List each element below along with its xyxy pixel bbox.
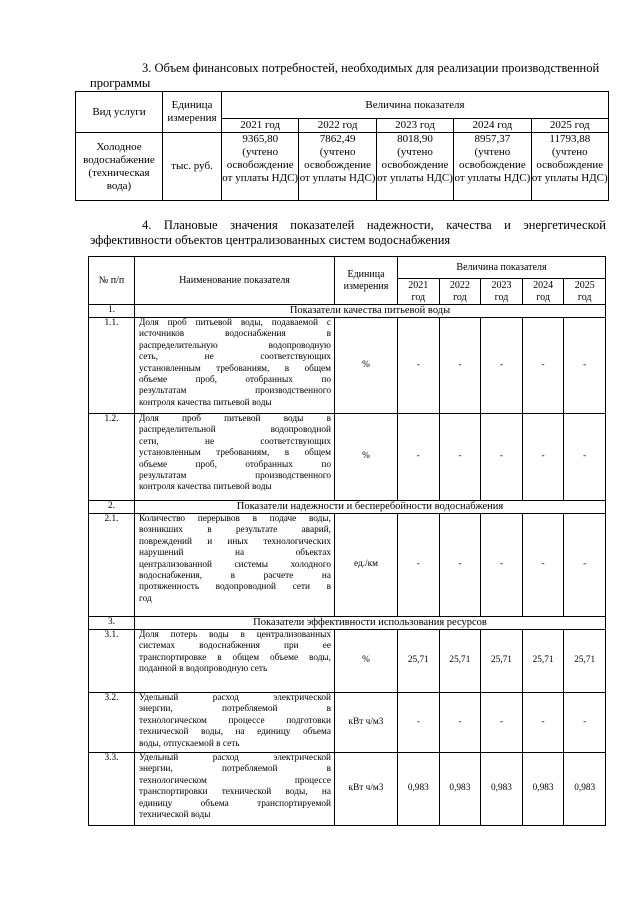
row-value: -	[398, 414, 440, 501]
row-value: -	[564, 514, 606, 617]
row-name	[135, 753, 335, 826]
row-num: 3.1.	[89, 630, 135, 693]
row-value: -	[398, 514, 440, 617]
row-value: -	[481, 318, 523, 414]
row-name-line: Удельный расход электрической	[139, 753, 331, 763]
row-name-line: установленным требованиям, в общем	[139, 448, 331, 459]
row-value: 25,71	[522, 630, 564, 693]
table-row	[89, 414, 606, 501]
row-name-line: повреждений и иных технологических	[139, 536, 331, 547]
row-value: -	[564, 414, 606, 501]
section-4-heading	[90, 218, 606, 248]
year-header-text: 2023 год	[491, 279, 512, 303]
row-name-line: нарушений на объектах	[139, 548, 331, 559]
header-value: Величина показателя	[398, 257, 606, 279]
row-unit: тыс. руб.	[163, 133, 222, 201]
row-name-line: протяженность водопроводной сети в	[139, 582, 331, 593]
row-unit: кВт ч/м3	[335, 753, 398, 826]
row-value: 0,983	[522, 753, 564, 826]
row-name-line: технологическом процессе подготовки	[139, 715, 331, 726]
row-value: -	[481, 514, 523, 617]
row-value: 0,983	[564, 753, 606, 826]
row-service: Холодное водоснабжение (техническая вода)	[76, 133, 163, 201]
value-cell	[454, 133, 531, 201]
row-value: -	[398, 318, 440, 414]
row-name	[135, 414, 335, 501]
row-name-line: распределительную водопроводную	[139, 340, 331, 351]
row-value: 0,983	[439, 753, 481, 826]
header-unit: Единица измерения	[335, 257, 398, 305]
header-value: Величина показателя	[222, 92, 609, 119]
row-name-line: водоснабжения, в расчете на	[139, 571, 331, 582]
row-name-line: возникших в результате аварий,	[139, 525, 331, 536]
row-num: 3.2.	[89, 693, 135, 753]
row-name-line: контроля качества питьевой воды	[139, 482, 272, 493]
section-4-heading-line1: 4. Плановые значения показателей надежности, качества и энергетической	[142, 218, 606, 232]
year-header: 2024 год	[454, 119, 531, 133]
financial-needs-table	[75, 91, 609, 201]
year-header-text: 2022 год	[449, 279, 470, 303]
table-row	[89, 630, 606, 693]
header-unit: Единица измерения	[163, 92, 222, 133]
row-value: -	[564, 318, 606, 414]
row-value: 25,71	[481, 630, 523, 693]
row-name-line: технологическом процессе	[139, 775, 331, 786]
table-row	[89, 318, 606, 414]
row-name-line: Доля проб питьевой воды, подаваемой с	[139, 318, 331, 328]
row-value: -	[439, 514, 481, 617]
indicators-table	[88, 256, 606, 826]
section-3-heading-line1: 3. Объем финансовых потребностей, необходимых для реализации производственной	[142, 61, 600, 75]
row-name-line: воды, отпускаемой в сеть	[139, 738, 240, 749]
value-cell	[299, 133, 376, 201]
row-name-line: энергии, потребляемой в	[139, 704, 331, 715]
section-row	[89, 617, 606, 630]
section-row	[89, 305, 606, 318]
row-name	[135, 630, 335, 693]
row-name-line: системах водоснабжения при ее	[139, 641, 331, 652]
row-value: -	[481, 693, 523, 753]
value-amount: 8018,90	[397, 133, 433, 145]
value-amount: 8957,37	[474, 133, 511, 145]
row-name-line: объеме проб, отобранных по	[139, 459, 331, 470]
row-name-line: источников водоснабжения в	[139, 329, 331, 340]
value-amount: 9365,80	[242, 133, 279, 145]
section-3-heading	[90, 61, 610, 91]
row-num: 3.3.	[89, 753, 135, 826]
section-num: 3.	[89, 617, 135, 630]
year-header-text: 2024 год	[533, 279, 554, 303]
row-name-line: централизованной системы холодного	[139, 559, 331, 570]
section-num: 1.	[89, 305, 135, 318]
row-name-line: Количество перерывов в подаче воды,	[139, 514, 331, 524]
row-name-line: технической воды	[139, 810, 211, 821]
row-name-line: технической воды, на единицу объема	[139, 727, 331, 738]
year-header: 2023 год	[376, 119, 453, 133]
section-title: Показатели качества питьевой воды	[135, 305, 606, 318]
row-name-line: сеть, не соответствующих	[139, 352, 331, 363]
year-header	[439, 279, 481, 305]
value-note: (учтено освобождение от уплаты НДС)	[454, 146, 531, 184]
row-value: -	[522, 414, 564, 501]
row-name-line: Удельный расход электрической	[139, 693, 331, 703]
value-cell	[531, 133, 608, 201]
row-value: 25,71	[564, 630, 606, 693]
section-4-heading-line2: эффективности объектов централизованных систем водоснабжения	[90, 233, 451, 247]
row-name-line: результатам производственного	[139, 386, 331, 397]
row-name-line: Доля потерь воды в централизованных	[139, 630, 331, 640]
value-cell	[376, 133, 453, 201]
value-cell	[222, 133, 299, 201]
row-value: -	[398, 693, 440, 753]
row-name-line: поданной в водопроводную сеть	[139, 664, 268, 675]
row-unit: %	[335, 318, 398, 414]
row-unit: %	[335, 414, 398, 501]
row-unit: ед./км	[335, 514, 398, 617]
row-value: -	[439, 414, 481, 501]
year-header-text: 2021 год	[408, 279, 429, 303]
row-name-line: транспортировки технической воды, на	[139, 787, 331, 798]
section-title: Показатели эффективности использования ресурсов	[135, 617, 606, 630]
row-name-line: установленным требованиям, в общем	[139, 363, 331, 374]
section-num: 2.	[89, 501, 135, 514]
year-header: 2021 год	[222, 119, 299, 133]
row-name-line: сети, не соответствующих	[139, 436, 331, 447]
header-name: Наименование показателя	[135, 257, 335, 305]
year-header-text: 2025 год	[574, 279, 595, 303]
row-name-line: результатам производственного	[139, 471, 331, 482]
row-value: -	[564, 693, 606, 753]
row-value: -	[522, 318, 564, 414]
row-name	[135, 318, 335, 414]
value-note: (учтено освобождение от уплаты НДС)	[377, 146, 453, 184]
year-header	[398, 279, 440, 305]
value-amount: 7862,49	[319, 133, 356, 145]
row-num: 1.2.	[89, 414, 135, 501]
table-row	[89, 693, 606, 753]
row-num: 2.1.	[89, 514, 135, 617]
row-value: -	[522, 693, 564, 753]
year-header	[522, 279, 564, 305]
year-header	[481, 279, 523, 305]
section-3-heading-line2: программы	[90, 76, 151, 90]
header-service: Вид услуги	[76, 92, 163, 133]
row-value: -	[481, 414, 523, 501]
value-note: (учтено освобождение от уплаты НДС)	[531, 146, 608, 184]
header-num: № п/п	[89, 257, 135, 305]
row-value: 0,983	[398, 753, 440, 826]
value-amount: 11793,88	[549, 133, 591, 145]
row-unit: кВт ч/м3	[335, 693, 398, 753]
row-value: -	[439, 693, 481, 753]
row-name-line: транспортировке в общем объеме воды,	[139, 652, 331, 663]
year-header: 2022 год	[299, 119, 376, 133]
table-row	[89, 753, 606, 826]
row-value: 0,983	[481, 753, 523, 826]
value-note: (учтено освобождение от уплаты НДС)	[299, 146, 376, 184]
section-title: Показатели надежности и бесперебойности водоснабжения	[135, 501, 606, 514]
row-name-line: единицу объема транспортируемой	[139, 798, 331, 809]
row-name-line: распределительной водопроводной	[139, 425, 331, 436]
table-row	[89, 514, 606, 617]
row-value: -	[439, 318, 481, 414]
section-row	[89, 501, 606, 514]
row-name-line: год	[139, 593, 152, 604]
row-name-line: контроля качества питьевой воды	[139, 397, 272, 408]
row-num: 1.1.	[89, 318, 135, 414]
row-name-line: объеме проб, отобранных по	[139, 375, 331, 386]
value-note: (учтено освобождение от уплаты НДС)	[222, 146, 299, 184]
row-name-line: Доля проб питьевой воды в	[139, 414, 331, 424]
row-unit: %	[335, 630, 398, 693]
row-name	[135, 514, 335, 617]
year-header: 2025 год	[531, 119, 608, 133]
row-name-line: энергии, потребляемой в	[139, 764, 331, 775]
row-value: 25,71	[398, 630, 440, 693]
year-header	[564, 279, 606, 305]
row-value: -	[522, 514, 564, 617]
row-name	[135, 693, 335, 753]
row-value: 25,71	[439, 630, 481, 693]
